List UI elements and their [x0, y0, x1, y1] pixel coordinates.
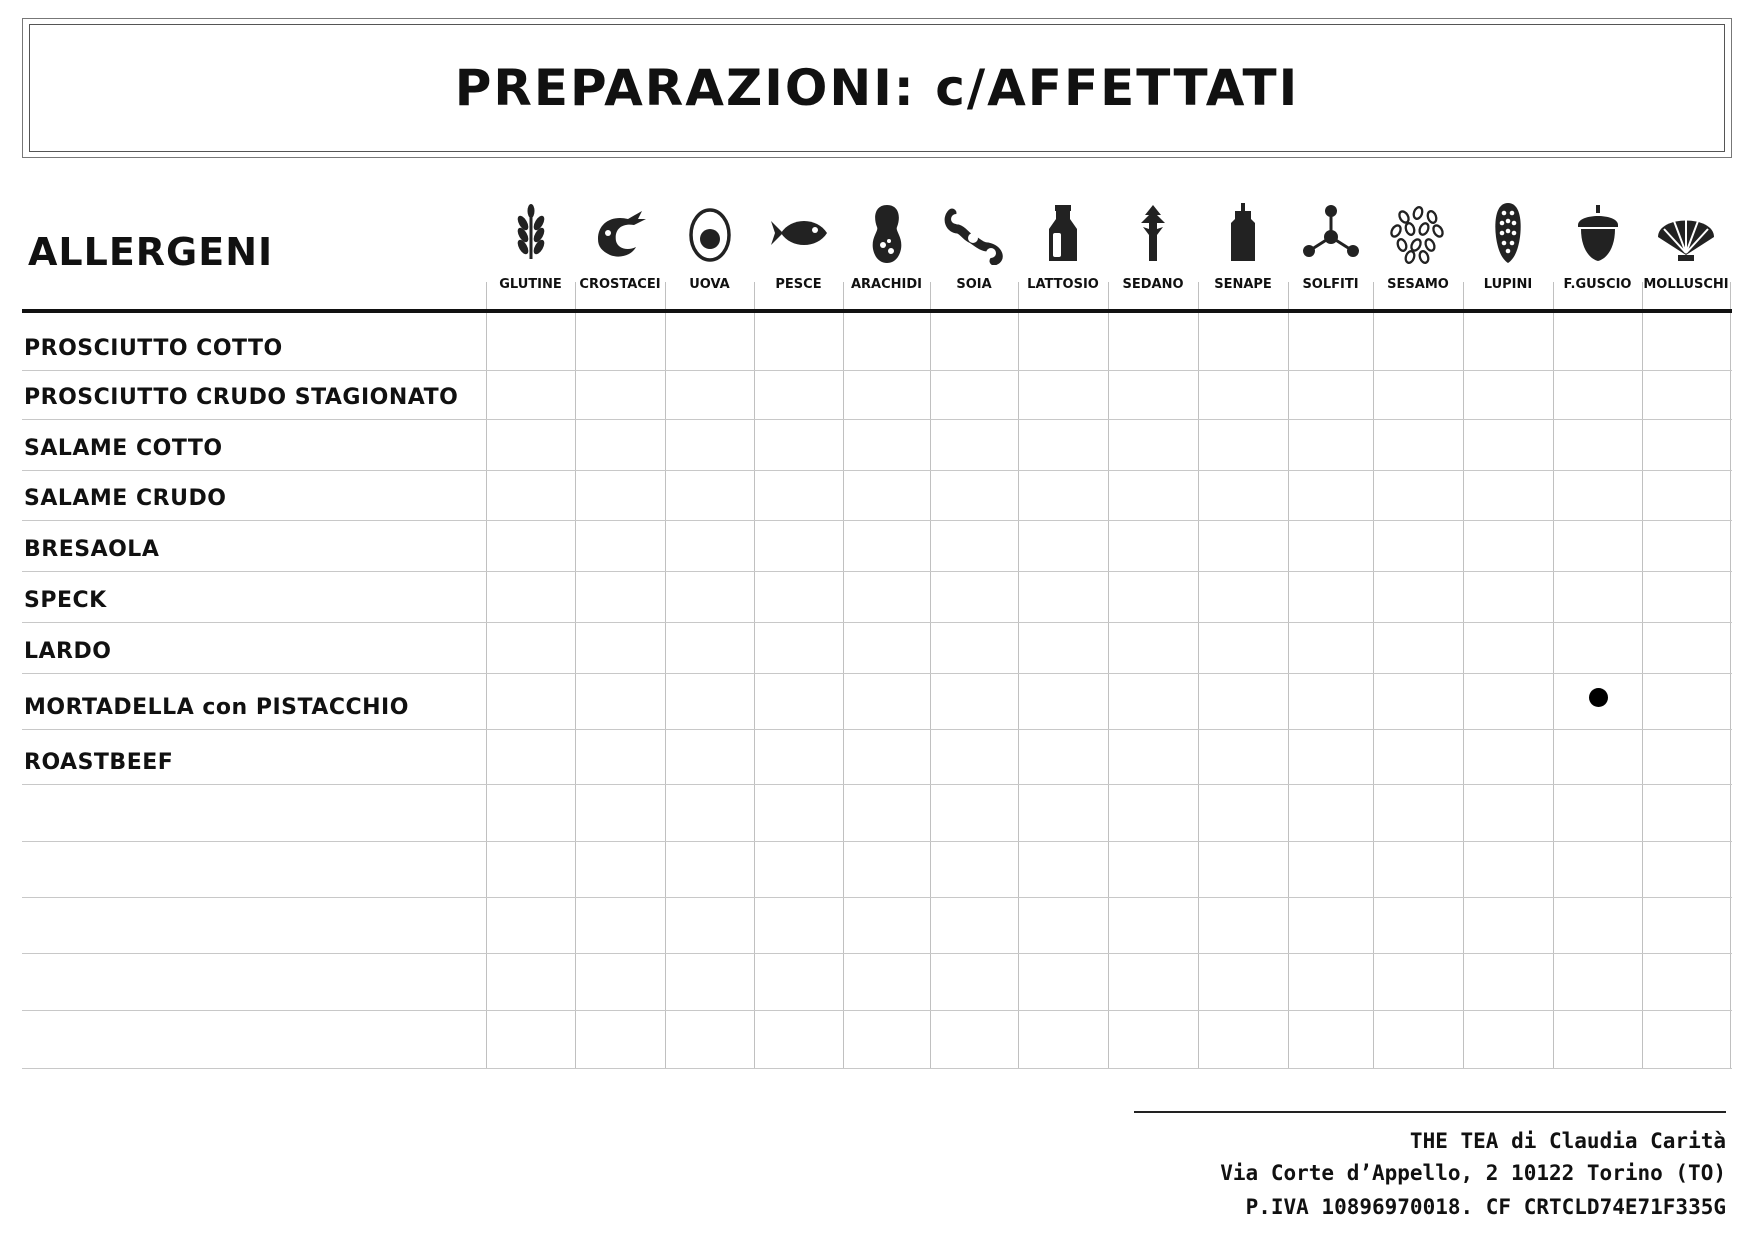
column-divider [1373, 313, 1374, 1068]
column-divider [1198, 313, 1199, 1068]
wheat-icon [498, 198, 564, 268]
column-divider [575, 282, 576, 309]
column-divider [1018, 282, 1019, 309]
column-divider [754, 313, 755, 1068]
page-title: PREPARAZIONI: c/AFFETTATI [454, 59, 1300, 117]
row-divider [22, 470, 1732, 471]
allergen-present-mark [1589, 688, 1608, 707]
allergen-label: LUPINI [1483, 277, 1533, 292]
footer-company: THE TEA di Claudia Carità [1409, 1129, 1726, 1153]
molecule-icon [1298, 198, 1364, 268]
fish-icon [766, 198, 832, 268]
table-row-label: BRESAOLA [24, 537, 160, 562]
footer-tax-info: P.IVA 10896970018. CF CRTCLD74E71F335G [1245, 1195, 1726, 1219]
row-divider [22, 419, 1732, 420]
footer-address: Via Corte d’Appello, 2 10122 Torino (TO) [1220, 1161, 1726, 1185]
column-divider [1108, 313, 1109, 1068]
column-divider [1463, 282, 1464, 309]
table-row-label: PROSCIUTTO COTTO [24, 336, 283, 361]
milk-bottle-icon [1030, 198, 1096, 268]
header-rule [22, 309, 1732, 313]
column-divider [575, 313, 576, 1068]
table-row-label: SPECK [24, 588, 107, 613]
column-divider [486, 313, 487, 1068]
table-row-label: MORTADELLA con PISTACCHIO [24, 695, 409, 720]
column-divider [1553, 282, 1554, 309]
table-row-label: SALAME COTTO [24, 436, 223, 461]
column-divider [1108, 282, 1109, 309]
row-divider [22, 520, 1732, 521]
allergen-label: UOVA [689, 277, 730, 292]
row-divider [22, 784, 1732, 785]
row-divider [22, 571, 1732, 572]
column-divider [1730, 313, 1731, 1068]
column-divider [1730, 282, 1731, 309]
peanut-icon [854, 198, 920, 268]
allergen-label: LATTOSIO [1027, 277, 1099, 292]
column-divider [930, 313, 931, 1068]
column-divider [930, 282, 931, 309]
row-divider [22, 1068, 1732, 1069]
table-row-label: SALAME CRUDO [24, 486, 227, 511]
allergen-label: SOLFITI [1302, 277, 1359, 292]
shell-icon [1653, 198, 1719, 268]
row-divider [22, 1010, 1732, 1011]
allergen-label: GLUTINE [499, 277, 562, 292]
allergen-label: ARACHIDI [850, 277, 923, 292]
column-divider [843, 282, 844, 309]
allergen-label: F.GUSCIO [1563, 277, 1632, 292]
column-divider [1288, 313, 1289, 1068]
signature-line [1134, 1111, 1726, 1113]
allergen-label: SEDANO [1122, 277, 1184, 292]
column-divider [1198, 282, 1199, 309]
table-row-label: LARDO [24, 639, 112, 664]
column-divider [1018, 313, 1019, 1068]
column-divider [1288, 282, 1289, 309]
allergen-label: SENAPE [1214, 277, 1272, 292]
column-divider [665, 313, 666, 1068]
table-row-label: ROASTBEEF [24, 750, 174, 775]
allergens-heading: ALLERGENI [28, 230, 274, 274]
column-divider [1642, 282, 1643, 309]
row-divider [22, 897, 1732, 898]
row-divider [22, 953, 1732, 954]
row-divider [22, 841, 1732, 842]
allergen-label: SOIA [956, 277, 992, 292]
soy-icon [941, 198, 1007, 268]
column-divider [843, 313, 844, 1068]
row-divider [22, 370, 1732, 371]
column-divider [1553, 313, 1554, 1068]
allergen-label: PESCE [775, 277, 822, 292]
column-divider [754, 282, 755, 309]
lupin-icon [1475, 198, 1541, 268]
row-divider [22, 729, 1732, 730]
table-row-label: PROSCIUTTO CRUDO STAGIONATO [24, 385, 459, 410]
column-divider [665, 282, 666, 309]
egg-icon [677, 198, 743, 268]
column-divider [486, 282, 487, 309]
row-divider [22, 622, 1732, 623]
allergen-label: SESAMO [1387, 277, 1449, 292]
mustard-bottle-icon [1210, 198, 1276, 268]
column-divider [1463, 313, 1464, 1068]
sesame-seeds-icon [1385, 198, 1451, 268]
shrimp-icon [587, 198, 653, 268]
allergen-label: CROSTACEI [579, 277, 661, 292]
title-frame [22, 18, 1732, 158]
celery-icon [1120, 198, 1186, 268]
allergen-label: MOLLUSCHI [1643, 277, 1729, 292]
title-inner-frame [29, 24, 1725, 152]
row-divider [22, 673, 1732, 674]
column-divider [1642, 313, 1643, 1068]
column-divider [1373, 282, 1374, 309]
acorn-icon [1565, 198, 1631, 268]
